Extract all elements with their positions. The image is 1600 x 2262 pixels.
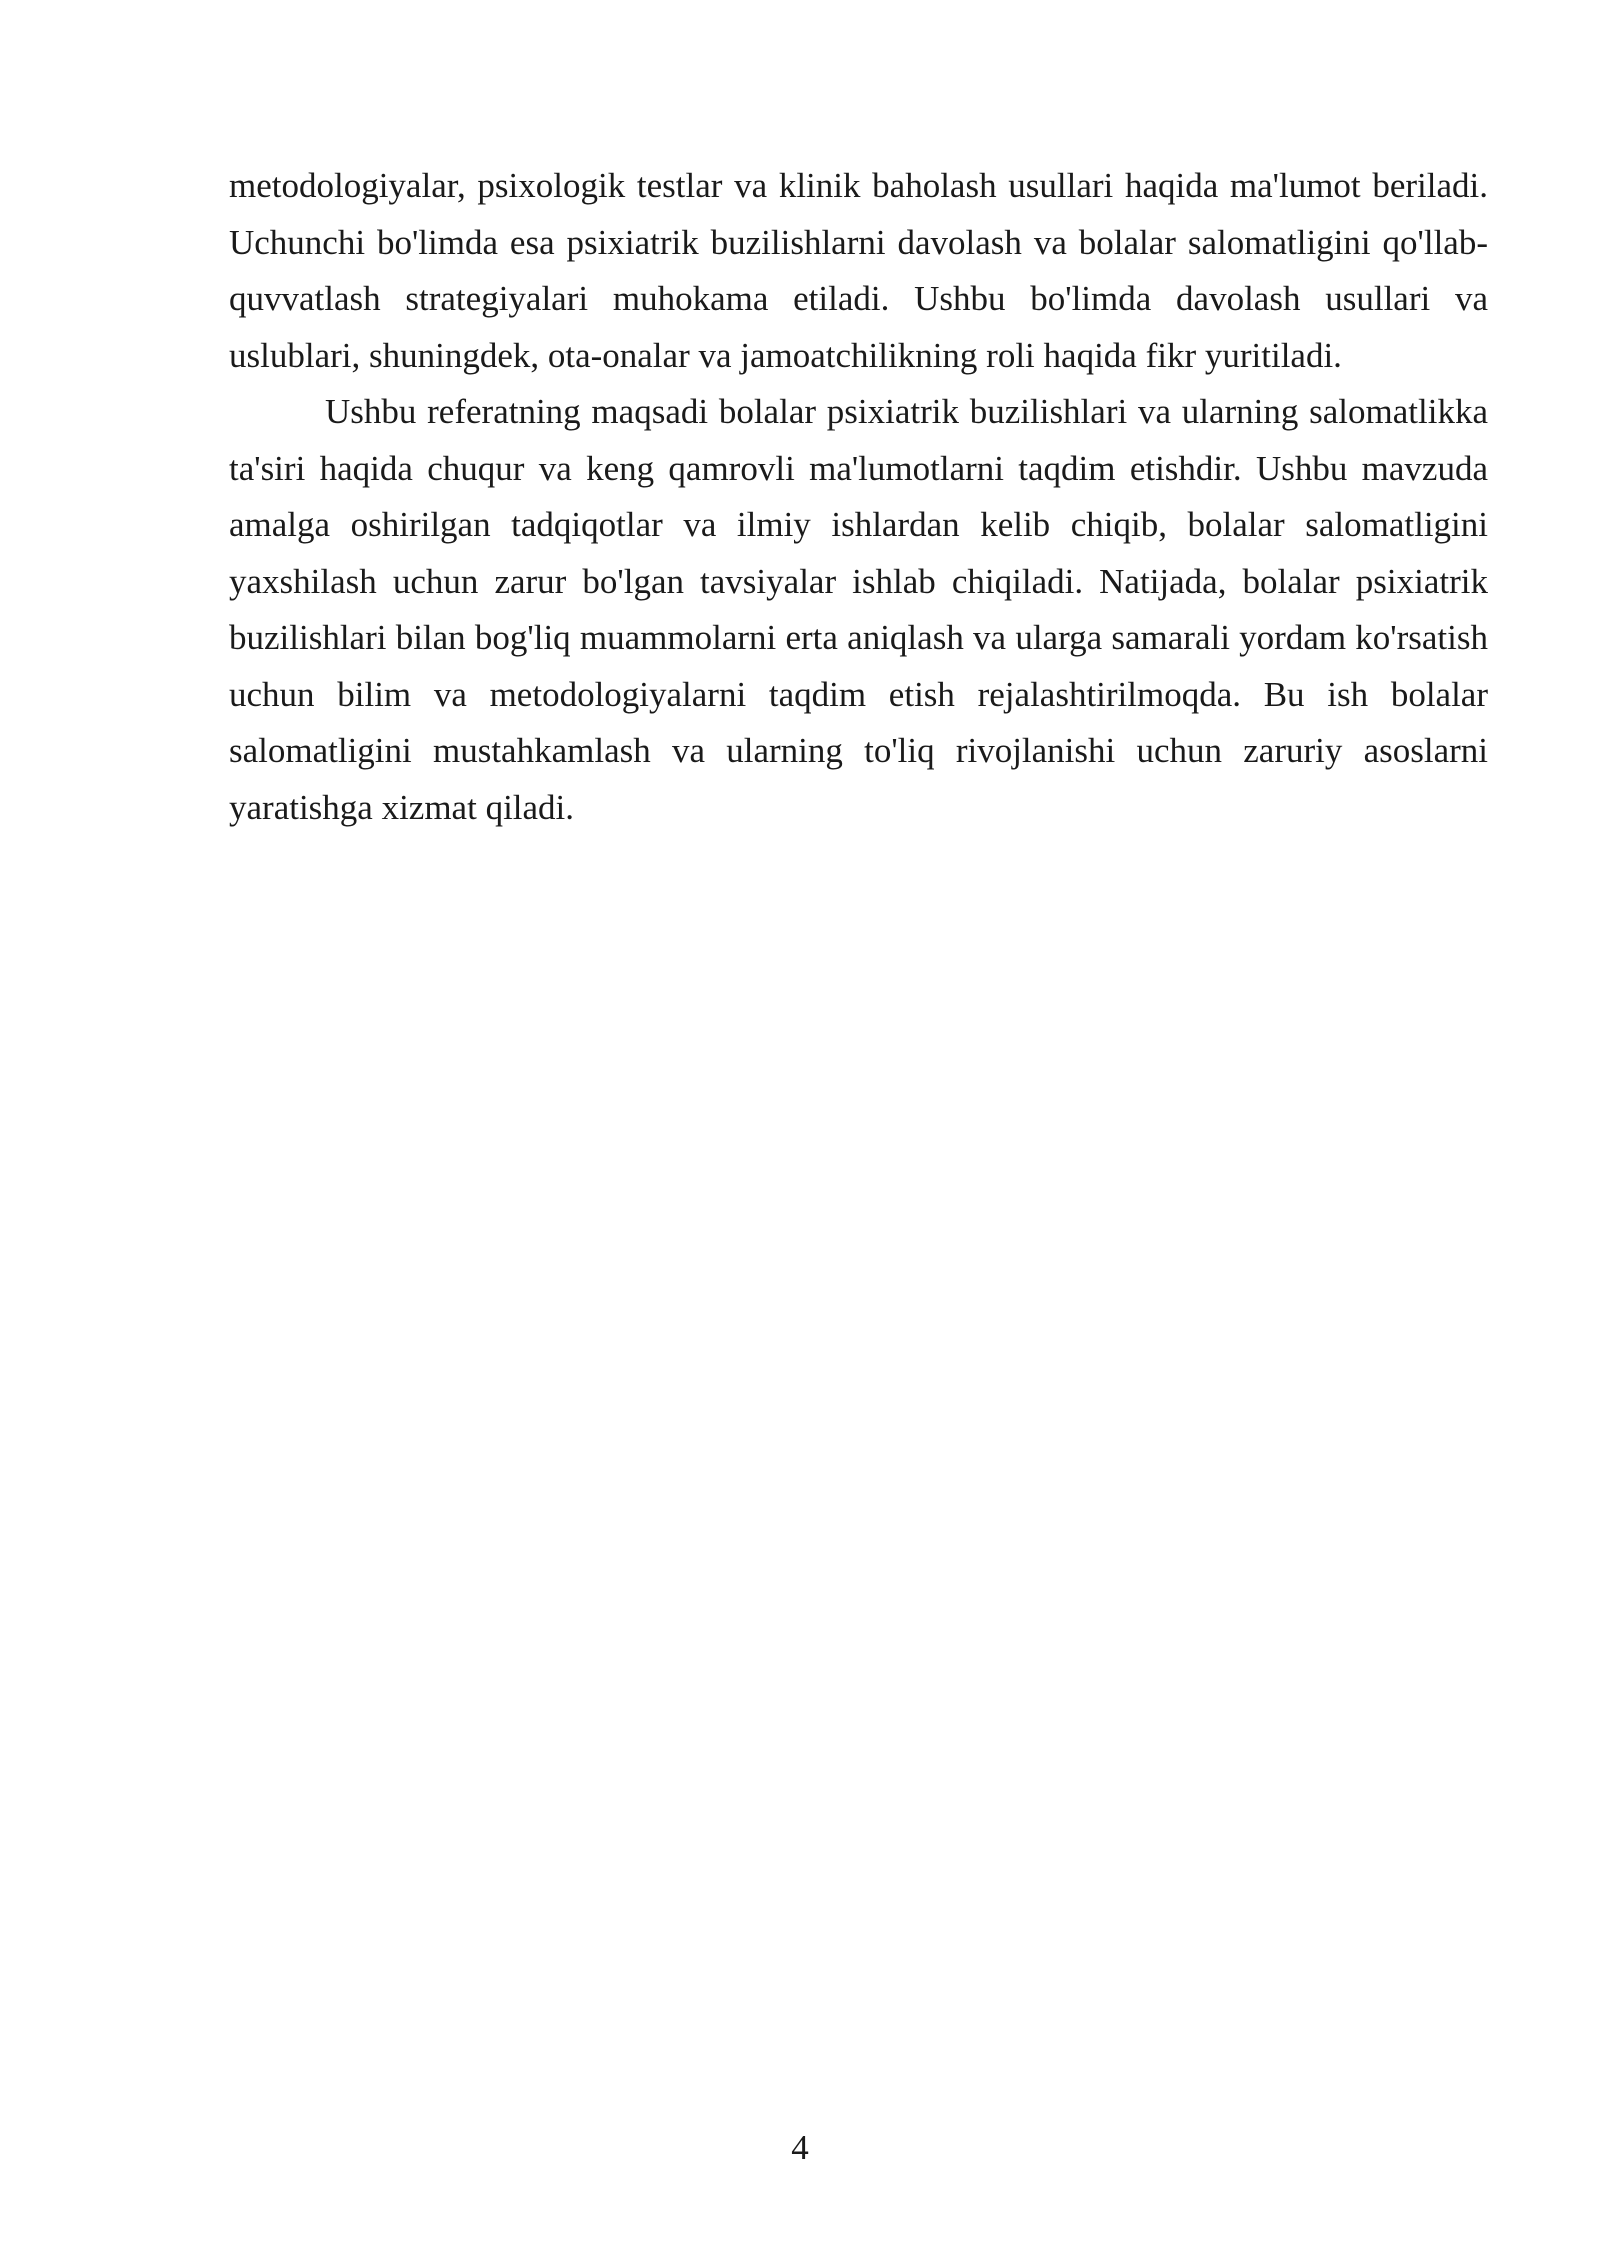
body-text xyxy=(229,158,1488,836)
page-number: 4 xyxy=(791,2128,809,2167)
paragraph-continuation: metodologiyalar, psixologik testlar va klinik baholash usullari haqida ma'lumot beriladi. Uchunchi bo'limda esa psixiatrik buzilishlarni davolash va bolalar salomatligini qo'llab-quvvatlash strategiyalari muhokama etiladi. Ushbu bo'limda davolash usullari va uslublari, shuningdek, ota-onalar va jamoatchilikning roli haqida fikr yuritiladi. xyxy=(229,166,1488,375)
paragraph-purpose: Ushbu referatning maqsadi bolalar psixiatrik buzilishlari va ularning salomatlikka ta'siri haqida chuqur va keng qamrovli ma'lumotlarni taqdim etishdir. Ushbu mavzuda amalga oshirilgan tadqiqotlar va ilmiy ishlardan kelib chiqib, bolalar salomatligini yaxshilash uchun zarur bo'lgan tavsiyalar ishlab chiqiladi. Natijada, bolalar psixiatrik buzilishlari bilan bog'liq muammolarni erta aniqlash va ularga samarali yordam ko'rsatish uchun bilim va metodologiyalarni taqdim etish rejalashtirilmoqda. Bu ish bolalar salomatligini mustahkamlash va ularning to'liq rivojlanishi uchun zaruriy asoslarni yaratishga xizmat qiladi. xyxy=(229,392,1488,827)
